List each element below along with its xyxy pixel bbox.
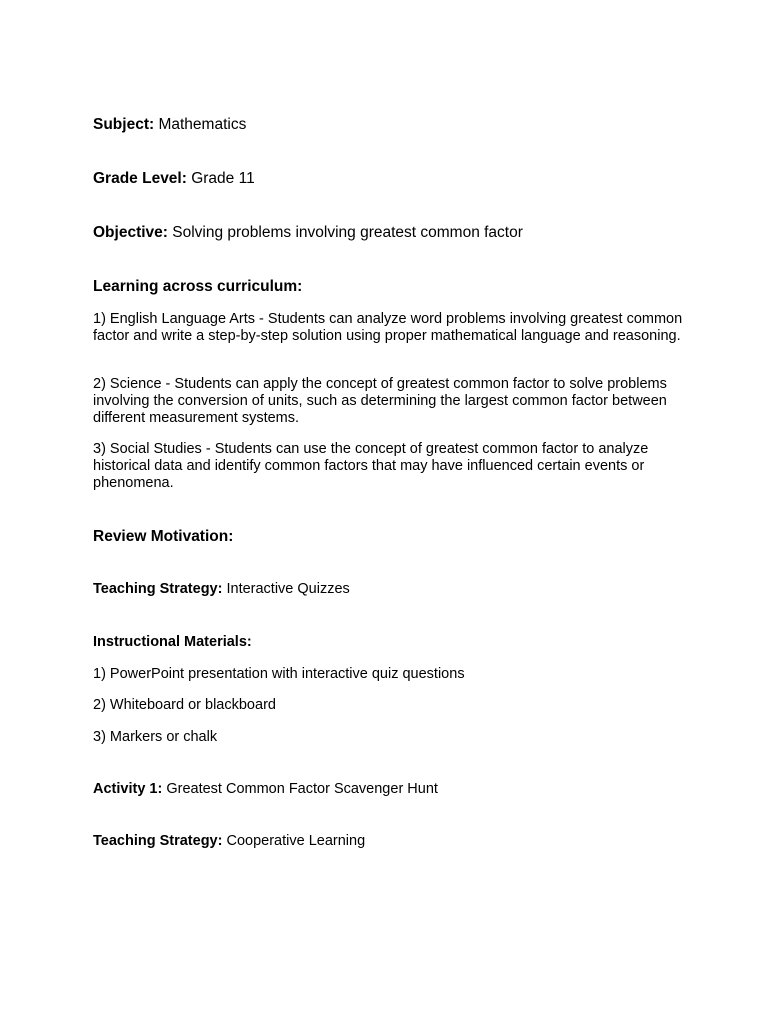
teaching-strategy-value-1: Interactive Quizzes bbox=[222, 581, 350, 597]
activity-1-label: Activity 1: bbox=[93, 781, 163, 797]
teaching-strategy-value-2: Cooperative Learning bbox=[222, 833, 366, 849]
activity-1-value: Greatest Common Factor Scavenger Hunt bbox=[162, 781, 438, 797]
subject-label: Subject: bbox=[93, 116, 155, 133]
objective-value: Solving problems involving greatest common factor bbox=[167, 224, 523, 241]
review-motivation-heading: Review Motivation: bbox=[93, 528, 234, 545]
objective-line bbox=[93, 224, 523, 242]
material-item-powerpoint: 1) PowerPoint presentation with interactive quiz questions bbox=[93, 666, 465, 682]
activity-1-line bbox=[93, 781, 438, 797]
subject-value: Mathematics bbox=[154, 116, 247, 133]
material-item-markers: 3) Markers or chalk bbox=[93, 729, 218, 745]
objective-label: Objective: bbox=[93, 224, 168, 241]
teaching-strategy-line-2 bbox=[93, 833, 365, 849]
material-item-whiteboard: 2) Whiteboard or blackboard bbox=[93, 697, 276, 713]
grade-level-label: Grade Level: bbox=[93, 170, 187, 187]
curriculum-item-social-studies: 3) Social Studies - Students can use the concept of greatest common factor to analyze historical data and identify common factors that may have influenced certain events or phenomena. bbox=[93, 441, 649, 491]
teaching-strategy-label-2: Teaching Strategy: bbox=[93, 833, 223, 849]
curriculum-item-science: 2) Science - Students can apply the concept of greatest common factor to solve problems involving the conversion of units, such as determining the largest common factor between different measurement systems. bbox=[93, 376, 667, 426]
instructional-materials-heading: Instructional Materials: bbox=[93, 634, 252, 650]
subject-line bbox=[93, 116, 246, 134]
curriculum-item-english: 1) English Language Arts - Students can analyze word problems involving greatest common factor and write a step-by-step solution using proper mathematical language and reasoning. bbox=[93, 311, 683, 344]
grade-level-line bbox=[93, 170, 255, 188]
grade-level-value: Grade 11 bbox=[186, 170, 255, 187]
teaching-strategy-line-1 bbox=[93, 581, 350, 597]
learning-across-curriculum-heading: Learning across curriculum: bbox=[93, 278, 303, 295]
teaching-strategy-label-1: Teaching Strategy: bbox=[93, 581, 223, 597]
